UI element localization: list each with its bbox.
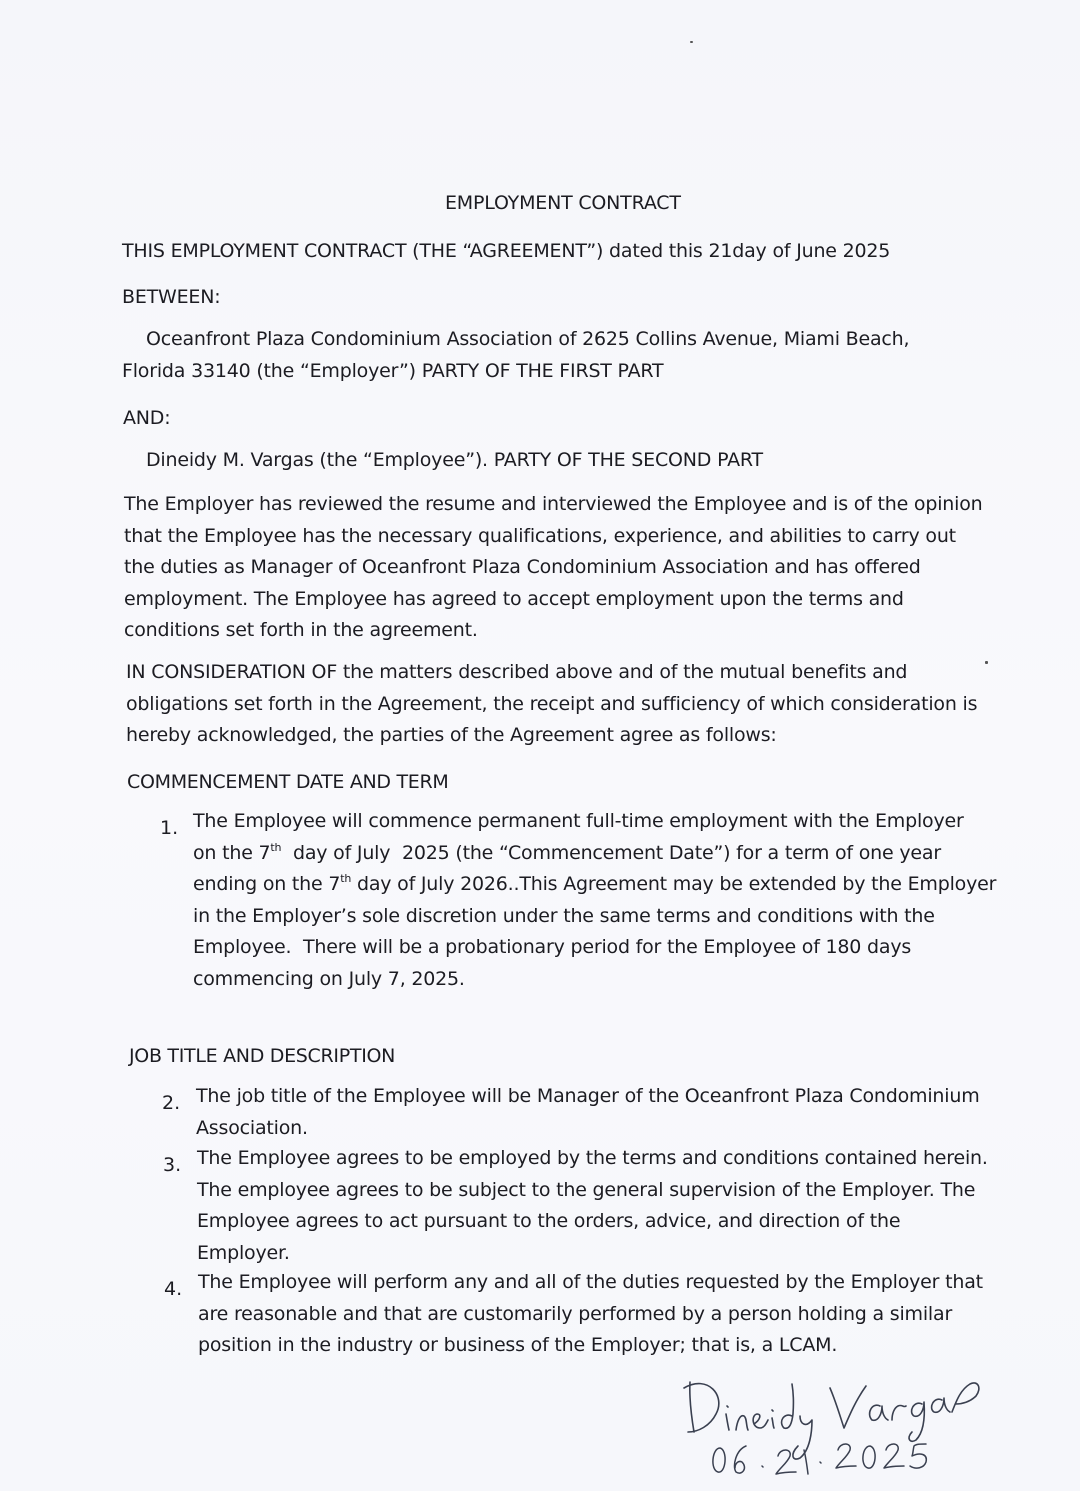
clause-2 [196, 1081, 980, 1144]
clause-1-line: Employee. There will be a probationary period for the Employee of 180 days [193, 936, 912, 958]
employee-party: Dineidy M. Vargas (the “Employee”). PARTY OF THE SECOND PART [146, 449, 763, 471]
consideration-paragraph [126, 657, 977, 752]
clause-2-line: Association. [196, 1116, 308, 1139]
document-title: EMPLOYMENT CONTRACT [445, 192, 681, 214]
clause-3-line: The employee agrees to be subject to the general supervision of the Employer. The [197, 1178, 976, 1201]
intro-line: employment. The Employee has agreed to accept employment upon the terms and [124, 587, 904, 610]
dated-line: THIS EMPLOYMENT CONTRACT (THE “AGREEMENT”) dated this 21day of June 2025 [122, 240, 891, 262]
clause-4 [198, 1267, 983, 1362]
clause-4-line: are reasonable and that are customarily performed by a person holding a similar [198, 1302, 953, 1325]
clause-1-line: on the 7th day of July 2025 (the “Commencement Date”) for a term of one year [193, 840, 941, 864]
scan-speck [690, 41, 693, 43]
consideration-line: hereby acknowledged, the parties of the Agreement agree as follows: [126, 724, 777, 746]
consideration-line: obligations set forth in the Agreement, the receipt and sufficiency of which consideration is [126, 692, 978, 715]
clause-1-line: The Employee will commence permanent full-time employment with the Employer [193, 810, 964, 832]
clause-3-line: The Employee agrees to be employed by the terms and conditions contained herein. [197, 1147, 988, 1169]
clause-3-line: Employer. [197, 1241, 290, 1264]
intro-line: The Employer has reviewed the resume and interviewed the Employee and is of the opinion [124, 493, 983, 515]
employer-line-1: Oceanfront Plaza Condominium Association of 2625 Collins Avenue, Miami Beach, [146, 328, 910, 350]
intro-line: conditions set forth in the agreement. [124, 619, 478, 641]
clause-number: 4. [164, 1278, 183, 1300]
employer-party [122, 324, 909, 387]
employer-line-2: Florida 33140 (the “Employer”) PARTY OF THE FIRST PART [122, 359, 664, 382]
clause-4-line: The Employee will perform any and all of the duties requested by the Employer that [198, 1271, 983, 1293]
clause-3-line: Employee agrees to act pursuant to the orders, advice, and direction of the [197, 1210, 901, 1232]
scan-speck [985, 661, 988, 664]
section-heading-job-title: JOB TITLE AND DESCRIPTION [129, 1045, 396, 1067]
and-label: AND: [123, 407, 171, 429]
intro-line: the duties as Manager of Oceanfront Plaza Condominium Association and has offered [124, 556, 921, 578]
handwritten-signature [680, 1370, 990, 1480]
clause-1 [193, 806, 996, 995]
clause-1-line: in the Employer’s sole discretion under the same terms and conditions with the [193, 904, 935, 927]
clause-3 [197, 1143, 988, 1269]
consideration-line: IN CONSIDERATION OF the matters described above and of the mutual benefits and [126, 661, 908, 683]
clause-4-line: position in the industry or business of the Employer; that is, a LCAM. [198, 1334, 838, 1356]
intro-paragraph [124, 489, 982, 647]
section-heading-commencement: COMMENCEMENT DATE AND TERM [127, 771, 449, 793]
clause-number: 1. [160, 817, 179, 839]
between-label: BETWEEN: [122, 286, 221, 308]
clause-1-line: commencing on July 7, 2025. [193, 967, 465, 990]
clause-number: 2. [162, 1092, 181, 1114]
intro-line: that the Employee has the necessary qualifications, experience, and abilities to carry out [124, 524, 956, 547]
clause-2-line: The job title of the Employee will be Manager of the Oceanfront Plaza Condominium [196, 1085, 980, 1107]
clause-number: 3. [163, 1154, 182, 1176]
clause-1-line: ending on the 7th day of July 2026..This Agreement may be extended by the Employer [193, 872, 997, 895]
